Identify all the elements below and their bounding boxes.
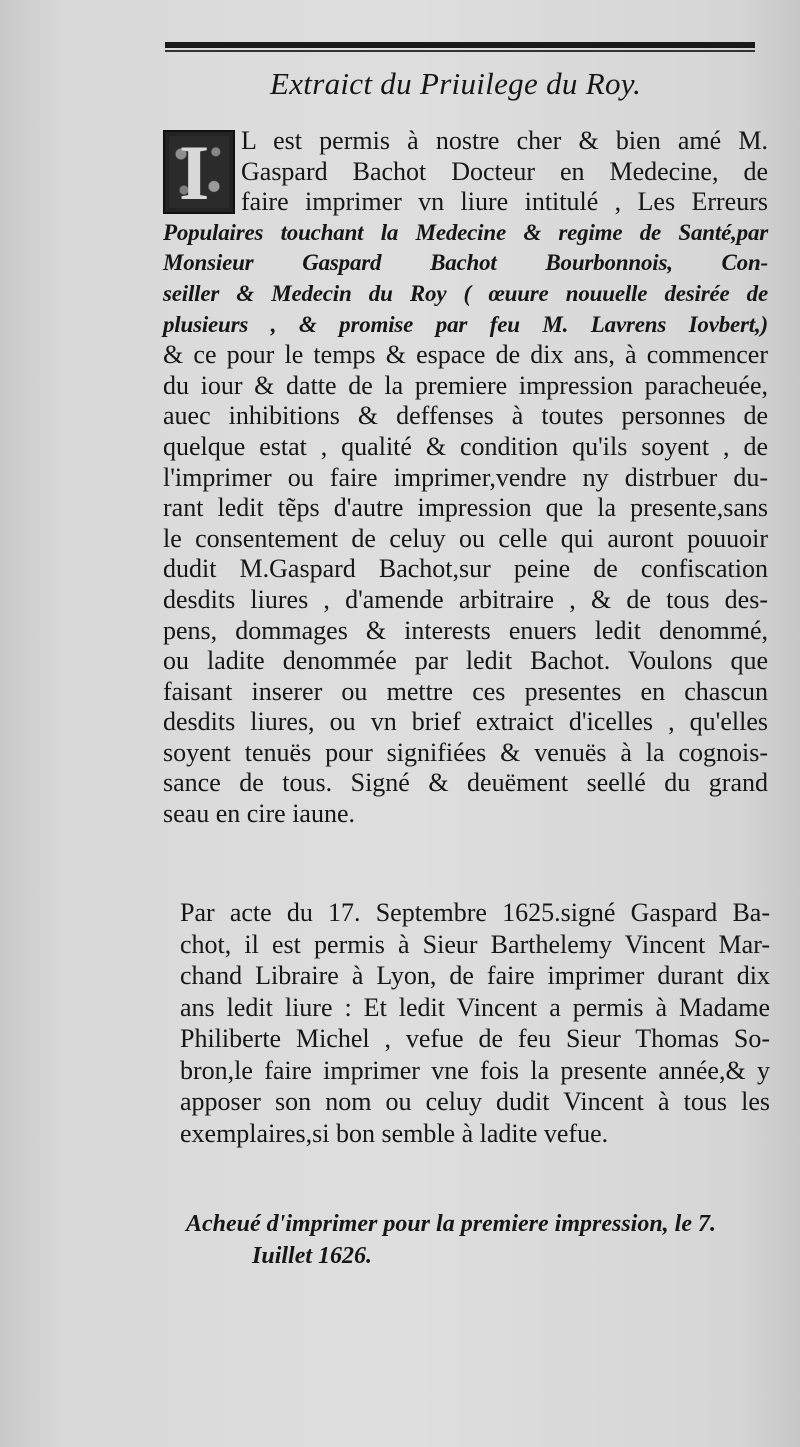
- privilege-line: ou ladite denommée par ledit Bachot. Voulons que: [163, 646, 768, 676]
- privilege-line: seiller & Medecin du Roy ( œuure nouuelle desirée de: [163, 280, 768, 306]
- privilege-line: rant ledit tẽps d'autre impression que la presente,sans: [163, 493, 768, 523]
- colophon-line-2: Iuillet 1626.: [252, 1243, 373, 1269]
- privilege-line: plusieurs , & promise par feu M. Lavrens Iovbert,): [163, 311, 768, 337]
- acte-line: ans ledit liure : Et ledit Vincent a permis à Madame: [180, 992, 770, 1022]
- privilege-line: desdits liures, ou vn brief extraict d'icelles , qu'elles: [163, 707, 768, 737]
- privilege-line: L est permis à nostre cher & bien amé M.: [241, 126, 768, 155]
- acte-line: chand Libraire à Lyon, de faire imprimer durant dix: [180, 961, 770, 990]
- dropcap-letter: I: [179, 129, 210, 216]
- privilege-line: soyent tenuës pour signifiées & venuës à la cognois-: [163, 737, 768, 767]
- acte-paragraph: [180, 897, 770, 1149]
- privilege-line: desdits liures , d'amende arbitraire , & de tous des-: [163, 584, 768, 614]
- colophon-line-1: Acheué d'imprimer pour la premiere impression, le 7.: [186, 1211, 717, 1237]
- privilege-line: du iour & datte de la premiere impression paracheuée,: [163, 370, 768, 400]
- acte-line: bron,le faire imprimer vne fois la presente année,& y: [180, 1055, 770, 1085]
- privilege-line: sance de tous. Signé & deuëment seellé du grand: [163, 768, 768, 798]
- privilege-line: seau en cire iaune.: [163, 799, 356, 829]
- privilege-line: faire imprimer vn liure intitulé , Les Erreurs: [241, 187, 768, 217]
- privilege-line: & ce pour le temps & espace de dix ans, à commencer: [163, 340, 768, 370]
- privilege-line: auec inhibitions & deffenses à toutes personnes de: [163, 401, 768, 431]
- privilege-paragraph: [163, 126, 768, 830]
- colophon: [186, 1208, 716, 1272]
- privilege-line: Gaspard Bachot Docteur en Medecine, de: [241, 156, 768, 186]
- privilege-line: pens, dommages & interests enuers ledit denommé,: [163, 615, 768, 645]
- privilege-line: dudit M.Gaspard Bachot,sur peine de confiscation: [163, 554, 768, 584]
- privilege-line: quelque estat , qualité & condition qu'ils soyent , de: [163, 431, 768, 461]
- privilege-line: l'imprimer ou faire imprimer,vendre ny distrbuer du-: [163, 462, 768, 492]
- privilege-line: le consentement de celuy ou celle qui auront pouuoir: [163, 523, 768, 553]
- acte-line: exemplaires,si bon semble à ladite vefue.: [180, 1118, 609, 1148]
- page-title: Extraict du Priuilege du Roy.: [270, 66, 642, 101]
- top-ornamental-rule: [165, 42, 755, 48]
- top-thin-rule: [165, 50, 755, 52]
- privilege-line: Populaires touchant la Medecine & regime de Santé,par: [163, 219, 768, 245]
- acte-line: Philiberte Michel , vefue de feu Sieur Thomas So-: [180, 1024, 770, 1053]
- privilege-line: faisant inserer ou mettre ces presentes en chascun: [163, 676, 768, 706]
- acte-line: apposer son nom ou celuy dudit Vincent à tous les: [180, 1087, 770, 1116]
- privilege-line: Monsieur Gaspard Bachot Bourbonnois, Con-: [163, 250, 768, 276]
- acte-line: chot, il est permis à Sieur Barthelemy Vincent Mar-: [180, 929, 770, 959]
- acte-line: Par acte du 17. Septembre 1625.signé Gaspard Ba-: [180, 898, 770, 927]
